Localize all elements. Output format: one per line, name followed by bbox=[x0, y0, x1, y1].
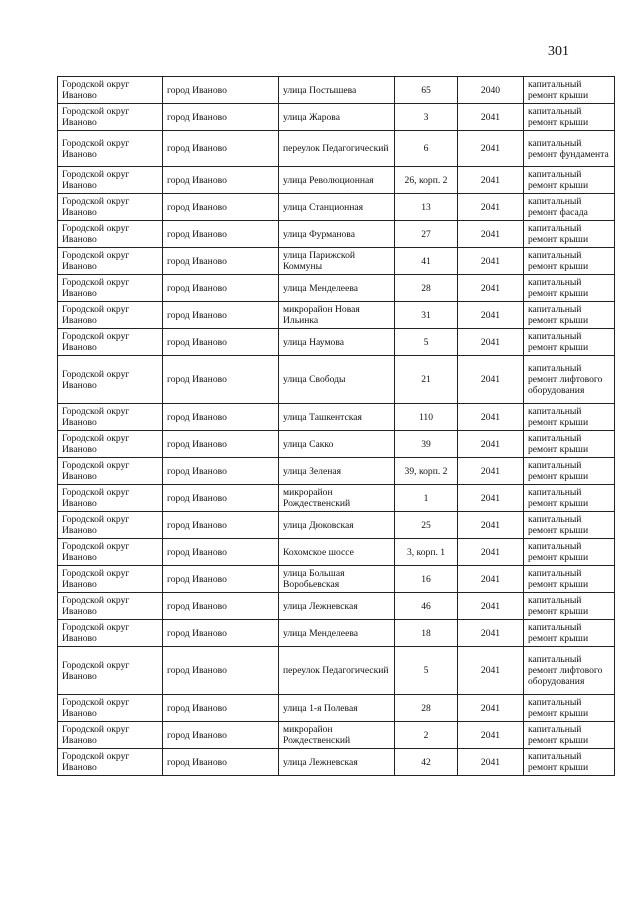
locality-cell: город Иваново bbox=[163, 593, 279, 620]
table-row bbox=[58, 431, 615, 458]
house-cell: 39, корп. 2 bbox=[395, 458, 458, 485]
table-row bbox=[58, 404, 615, 431]
house-cell: 41 bbox=[395, 248, 458, 275]
year-cell: 2041 bbox=[458, 620, 524, 647]
municipality-cell: Городской округ Иваново bbox=[58, 695, 163, 722]
table-row bbox=[58, 722, 615, 749]
locality-cell: город Иваново bbox=[163, 77, 279, 104]
municipality-cell: Городской округ Иваново bbox=[58, 485, 163, 512]
house-cell: 25 bbox=[395, 512, 458, 539]
year-cell: 2041 bbox=[458, 647, 524, 695]
locality-cell: город Иваново bbox=[163, 356, 279, 404]
street-cell: улица Менделеева bbox=[279, 275, 395, 302]
street-cell: улица Свободы bbox=[279, 356, 395, 404]
locality-cell: город Иваново bbox=[163, 221, 279, 248]
work-cell: капитальный ремонт крыши bbox=[524, 248, 615, 275]
municipality-cell: Городской округ Иваново bbox=[58, 539, 163, 566]
locality-cell: город Иваново bbox=[163, 131, 279, 167]
municipality-cell: Городской округ Иваново bbox=[58, 302, 163, 329]
street-cell: улица Менделеева bbox=[279, 620, 395, 647]
table-row bbox=[58, 566, 615, 593]
street-cell: микрорайон Новая Ильинка bbox=[279, 302, 395, 329]
house-cell: 46 bbox=[395, 593, 458, 620]
street-cell: улица Лежневская bbox=[279, 593, 395, 620]
work-cell: капитальный ремонт крыши bbox=[524, 722, 615, 749]
year-cell: 2041 bbox=[458, 167, 524, 194]
table-row bbox=[58, 302, 615, 329]
work-cell: капитальный ремонт фундамента bbox=[524, 131, 615, 167]
house-cell: 28 bbox=[395, 275, 458, 302]
work-cell: капитальный ремонт крыши bbox=[524, 221, 615, 248]
year-cell: 2041 bbox=[458, 404, 524, 431]
house-cell: 21 bbox=[395, 356, 458, 404]
table-row bbox=[58, 356, 615, 404]
street-cell: улица 1-я Полевая bbox=[279, 695, 395, 722]
street-cell: улица Лежневская bbox=[279, 749, 395, 776]
work-cell: капитальный ремонт крыши bbox=[524, 539, 615, 566]
street-cell: улица Ташкентская bbox=[279, 404, 395, 431]
municipality-cell: Городской округ Иваново bbox=[58, 104, 163, 131]
locality-cell: город Иваново bbox=[163, 104, 279, 131]
street-cell: переулок Педагогический bbox=[279, 647, 395, 695]
year-cell: 2041 bbox=[458, 458, 524, 485]
table-body bbox=[58, 77, 615, 776]
work-cell: капитальный ремонт крыши bbox=[524, 593, 615, 620]
municipality-cell: Городской округ Иваново bbox=[58, 131, 163, 167]
locality-cell: город Иваново bbox=[163, 512, 279, 539]
table-row bbox=[58, 512, 615, 539]
locality-cell: город Иваново bbox=[163, 329, 279, 356]
municipality-cell: Городской округ Иваново bbox=[58, 722, 163, 749]
table-row bbox=[58, 221, 615, 248]
work-cell: капитальный ремонт крыши bbox=[524, 104, 615, 131]
municipality-cell: Городской округ Иваново bbox=[58, 566, 163, 593]
municipality-cell: Городской округ Иваново bbox=[58, 221, 163, 248]
locality-cell: город Иваново bbox=[163, 566, 279, 593]
table-row bbox=[58, 248, 615, 275]
table-row bbox=[58, 104, 615, 131]
table-row bbox=[58, 131, 615, 167]
locality-cell: город Иваново bbox=[163, 647, 279, 695]
year-cell: 2041 bbox=[458, 131, 524, 167]
year-cell: 2041 bbox=[458, 329, 524, 356]
municipality-cell: Городской округ Иваново bbox=[58, 620, 163, 647]
house-cell: 6 bbox=[395, 131, 458, 167]
street-cell: улица Сакко bbox=[279, 431, 395, 458]
locality-cell: город Иваново bbox=[163, 695, 279, 722]
municipality-cell: Городской округ Иваново bbox=[58, 248, 163, 275]
table-row bbox=[58, 275, 615, 302]
house-cell: 28 bbox=[395, 695, 458, 722]
work-cell: капитальный ремонт крыши bbox=[524, 512, 615, 539]
year-cell: 2041 bbox=[458, 722, 524, 749]
street-cell: улица Большая Воробьевская bbox=[279, 566, 395, 593]
house-cell: 16 bbox=[395, 566, 458, 593]
work-cell: капитальный ремонт крыши bbox=[524, 275, 615, 302]
house-cell: 42 bbox=[395, 749, 458, 776]
year-cell: 2041 bbox=[458, 695, 524, 722]
work-cell: капитальный ремонт крыши bbox=[524, 485, 615, 512]
municipality-cell: Городской округ Иваново bbox=[58, 458, 163, 485]
locality-cell: город Иваново bbox=[163, 539, 279, 566]
street-cell: улица Зеленая bbox=[279, 458, 395, 485]
locality-cell: город Иваново bbox=[163, 458, 279, 485]
work-cell: капитальный ремонт крыши bbox=[524, 77, 615, 104]
table-row bbox=[58, 695, 615, 722]
work-cell: капитальный ремонт крыши bbox=[524, 749, 615, 776]
house-cell: 18 bbox=[395, 620, 458, 647]
municipality-cell: Городской округ Иваново bbox=[58, 356, 163, 404]
municipality-cell: Городской округ Иваново bbox=[58, 329, 163, 356]
locality-cell: город Иваново bbox=[163, 431, 279, 458]
work-cell: капитальный ремонт лифтового оборудования bbox=[524, 356, 615, 404]
locality-cell: город Иваново bbox=[163, 404, 279, 431]
municipality-cell: Городской округ Иваново bbox=[58, 593, 163, 620]
year-cell: 2041 bbox=[458, 104, 524, 131]
locality-cell: город Иваново bbox=[163, 485, 279, 512]
house-cell: 65 bbox=[395, 77, 458, 104]
house-cell: 3 bbox=[395, 104, 458, 131]
locality-cell: город Иваново bbox=[163, 722, 279, 749]
work-cell: капитальный ремонт крыши bbox=[524, 431, 615, 458]
work-cell: капитальный ремонт крыши bbox=[524, 620, 615, 647]
table-row bbox=[58, 539, 615, 566]
year-cell: 2041 bbox=[458, 749, 524, 776]
year-cell: 2041 bbox=[458, 539, 524, 566]
table-row bbox=[58, 194, 615, 221]
house-cell: 110 bbox=[395, 404, 458, 431]
locality-cell: город Иваново bbox=[163, 749, 279, 776]
locality-cell: город Иваново bbox=[163, 275, 279, 302]
street-cell: улица Станционная bbox=[279, 194, 395, 221]
work-cell: капитальный ремонт крыши bbox=[524, 458, 615, 485]
house-cell: 2 bbox=[395, 722, 458, 749]
page-number: 301 bbox=[548, 44, 569, 59]
house-cell: 5 bbox=[395, 647, 458, 695]
year-cell: 2041 bbox=[458, 485, 524, 512]
house-cell: 13 bbox=[395, 194, 458, 221]
locality-cell: город Иваново bbox=[163, 248, 279, 275]
year-cell: 2041 bbox=[458, 302, 524, 329]
street-cell: улица Фурманова bbox=[279, 221, 395, 248]
year-cell: 2041 bbox=[458, 431, 524, 458]
house-cell: 1 bbox=[395, 485, 458, 512]
street-cell: микрорайон Рождественский bbox=[279, 722, 395, 749]
street-cell: улица Наумова bbox=[279, 329, 395, 356]
house-cell: 26, корп. 2 bbox=[395, 167, 458, 194]
municipality-cell: Городской округ Иваново bbox=[58, 167, 163, 194]
street-cell: улица Жарова bbox=[279, 104, 395, 131]
house-cell: 5 bbox=[395, 329, 458, 356]
house-cell: 39 bbox=[395, 431, 458, 458]
street-cell: улица Постышева bbox=[279, 77, 395, 104]
municipality-cell: Городской округ Иваново bbox=[58, 512, 163, 539]
municipality-cell: Городской округ Иваново bbox=[58, 77, 163, 104]
work-cell: капитальный ремонт крыши bbox=[524, 167, 615, 194]
work-cell: капитальный ремонт крыши bbox=[524, 566, 615, 593]
locality-cell: город Иваново bbox=[163, 194, 279, 221]
municipality-cell: Городской округ Иваново bbox=[58, 404, 163, 431]
table-row bbox=[58, 647, 615, 695]
work-cell: капитальный ремонт лифтового оборудования bbox=[524, 647, 615, 695]
year-cell: 2041 bbox=[458, 221, 524, 248]
year-cell: 2041 bbox=[458, 356, 524, 404]
table-row bbox=[58, 620, 615, 647]
locality-cell: город Иваново bbox=[163, 302, 279, 329]
year-cell: 2041 bbox=[458, 512, 524, 539]
municipality-cell: Городской округ Иваново bbox=[58, 275, 163, 302]
street-cell: микрорайон Рождественский bbox=[279, 485, 395, 512]
year-cell: 2041 bbox=[458, 275, 524, 302]
year-cell: 2040 bbox=[458, 77, 524, 104]
work-cell: капитальный ремонт фасада bbox=[524, 194, 615, 221]
year-cell: 2041 bbox=[458, 194, 524, 221]
municipality-cell: Городской округ Иваново bbox=[58, 431, 163, 458]
house-cell: 3, корп. 1 bbox=[395, 539, 458, 566]
table-row bbox=[58, 77, 615, 104]
table-row bbox=[58, 749, 615, 776]
table-row bbox=[58, 593, 615, 620]
municipality-cell: Городской округ Иваново bbox=[58, 194, 163, 221]
year-cell: 2041 bbox=[458, 593, 524, 620]
locality-cell: город Иваново bbox=[163, 620, 279, 647]
locality-cell: город Иваново bbox=[163, 167, 279, 194]
work-cell: капитальный ремонт крыши bbox=[524, 404, 615, 431]
street-cell: улица Революционная bbox=[279, 167, 395, 194]
work-cell: капитальный ремонт крыши bbox=[524, 329, 615, 356]
repair-schedule-table bbox=[57, 76, 615, 776]
street-cell: улица Дюковская bbox=[279, 512, 395, 539]
house-cell: 31 bbox=[395, 302, 458, 329]
year-cell: 2041 bbox=[458, 566, 524, 593]
house-cell: 27 bbox=[395, 221, 458, 248]
table-row bbox=[58, 167, 615, 194]
table-row bbox=[58, 458, 615, 485]
table-row bbox=[58, 329, 615, 356]
year-cell: 2041 bbox=[458, 248, 524, 275]
municipality-cell: Городской округ Иваново bbox=[58, 749, 163, 776]
work-cell: капитальный ремонт крыши bbox=[524, 302, 615, 329]
table-row bbox=[58, 485, 615, 512]
municipality-cell: Городской округ Иваново bbox=[58, 647, 163, 695]
street-cell: переулок Педагогический bbox=[279, 131, 395, 167]
street-cell: улица Парижской Коммуны bbox=[279, 248, 395, 275]
street-cell: Кохомское шоссе bbox=[279, 539, 395, 566]
work-cell: капитальный ремонт крыши bbox=[524, 695, 615, 722]
